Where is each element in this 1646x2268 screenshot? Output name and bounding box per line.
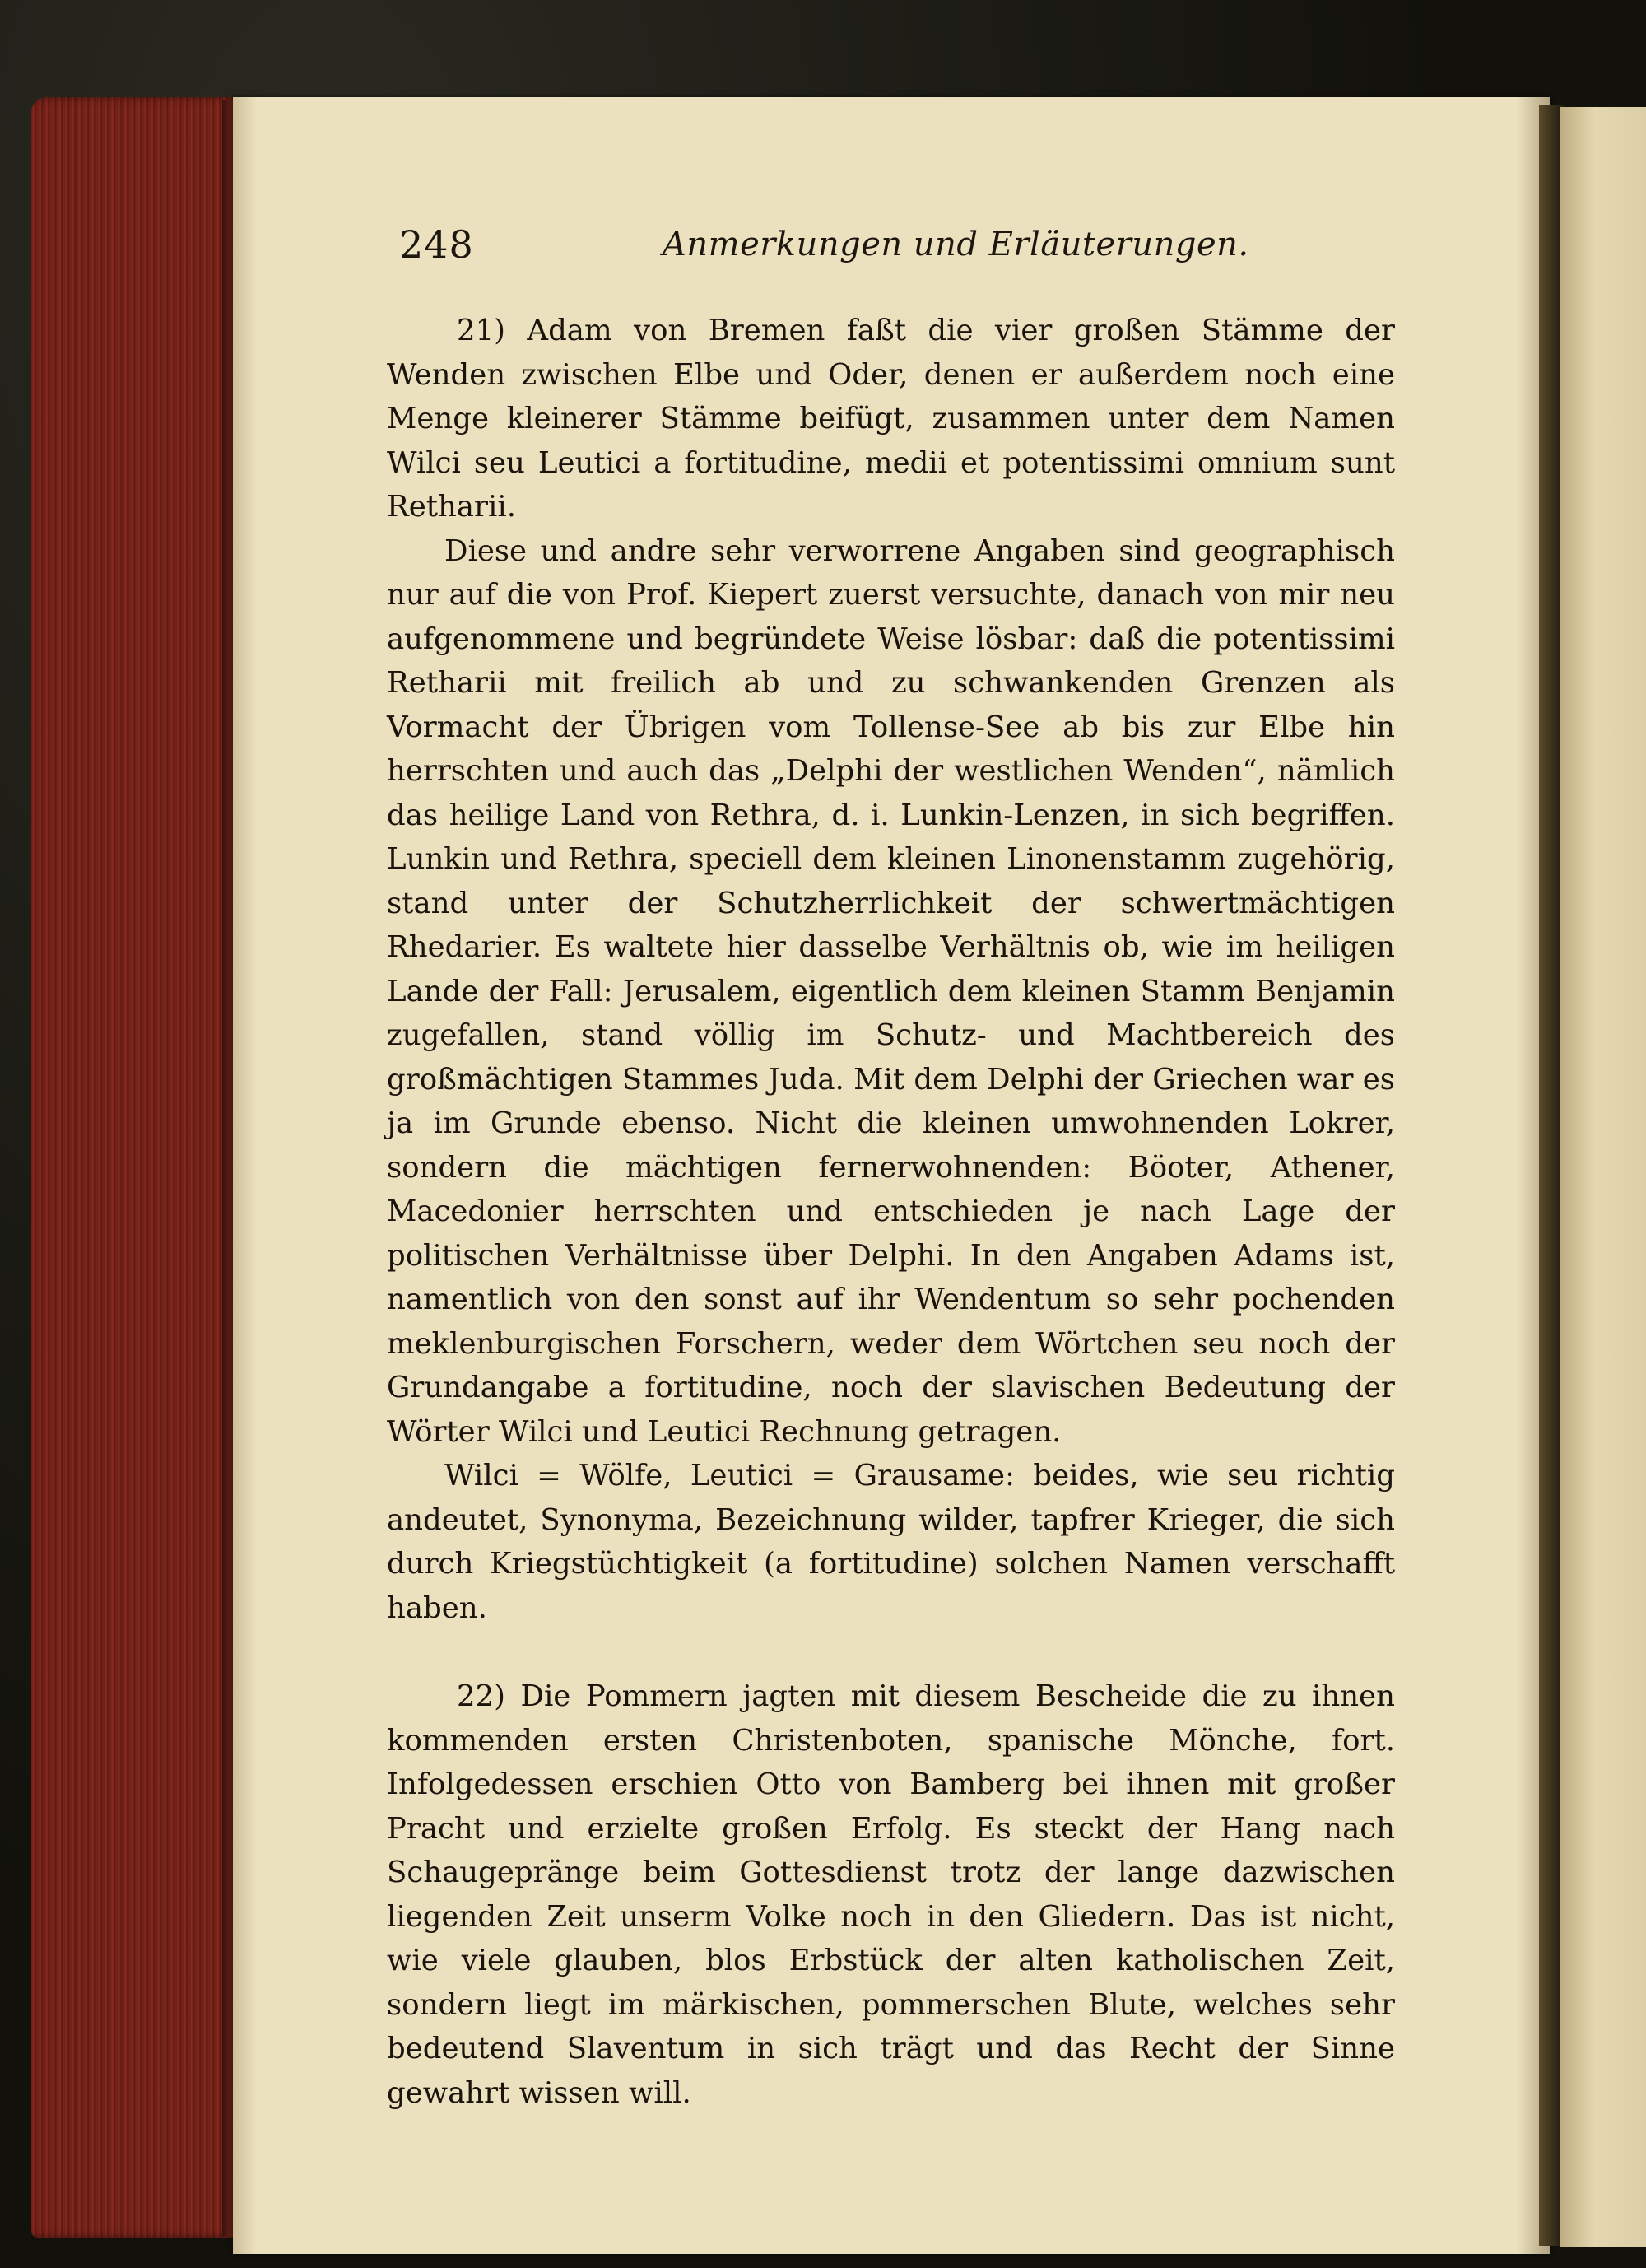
facing-page-edge [1560, 107, 1646, 2247]
note-22 [387, 1674, 1395, 2115]
stacked-page-edges [31, 97, 237, 2238]
note-21-paragraph-2: Diese und andre sehr verworrene Angaben sind geographisch nur auf die von Prof. Kiepert zuerst versuchte, danach von mir neu aufgenommene und begründete Weise lösbar: daß die potentissimi Retharii mit freilich ab und zu schwankenden Grenzen als Vormacht der Übrigen vom Tollense-See ab bis zur Elbe hin herrschten und auch das „Delphi der westlichen Wenden“, nämlich das heilige Land von Rethra, d. i. Lunkin-Lenzen, in sich begriffen. Lunkin und Rethra, speciell dem kleinen Linonenstamm zugehörig, stand unter der Schutzherrlichkeit der schwertmächtigen Rhedarier. Es waltete hier dasselbe Verhältnis ob, wie im heiligen Lande der Fall: Jerusalem, eigentlich dem kleinen Stamm Benjamin zugefallen, stand völlig im Schutz- und Machtbereich des großmächtigen Stammes Juda. Mit dem Delphi der Griechen war es ja im Grunde ebenso. Nicht die kleinen umwohnenden Lokrer, sondern die mächtigen fernerwohnenden: Böoter, Athener, Macedonier herrschten und entschieden je nach Lage der politischen Verhältnisse über Delphi. In den Angaben Adams ist, namentlich von den sonst auf ihr Wendentum so sehr pochenden meklenburgischen Forschern, weder dem Wörtchen seu noch der Grundangabe a fortitudine, noch der slavischen Bedeutung der Wörter Wilci und Leutici Rechnung getragen. [387, 533, 1395, 1449]
note-21 [387, 309, 1395, 1630]
running-head: Anmerkungen und Erläuterungen. [663, 226, 1249, 263]
page-header [399, 222, 1399, 280]
note-separator [387, 1630, 1395, 1674]
note-21-paragraph-1: 21) Adam von Bremen faßt die vier großen Stämme der Wenden zwischen Elbe und Oder, denen er außerdem noch eine Menge kleinerer Stämme beifügt, zusammen unter dem Namen Wilci seu Leutici a fortitudine, medii et potentissimi omnium sunt Retharii. [387, 314, 1395, 524]
note-22-paragraph-1: 22) Die Pommern jagten mit diesem Bescheide die zu ihnen kommenden ersten Christenboten, spanische Mönche, fort. Infolgedessen erschien Otto von Bamberg bei ihnen mit großer Pracht und erzielte großen Erfolg. Es steckt der Hang nach Schaugepränge beim Gottesdienst trotz der lange dazwischen liegenden Zeit unserm Volke noch in den Gliedern. Das ist nicht, wie viele glauben, blos Erbstück der alten katholischen Zeit, sondern liegt im märkischen, pommerschen Blute, welches sehr bedeutend Slaventum in sich trägt und das Recht der Sinne gewahrt wissen will. [387, 1679, 1395, 2110]
page-number: 248 [399, 222, 474, 267]
page-body [387, 309, 1395, 2115]
note-21-paragraph-3: Wilci = Wölfe, Leutici = Grausame: beides, wie seu richtig andeutet, Synonyma, Bezeichnung wilder, tapfrer Krieger, die sich durch Kriegstüchtigkeit (a fortitudine) solchen Namen verschafft haben. [387, 1459, 1395, 1625]
